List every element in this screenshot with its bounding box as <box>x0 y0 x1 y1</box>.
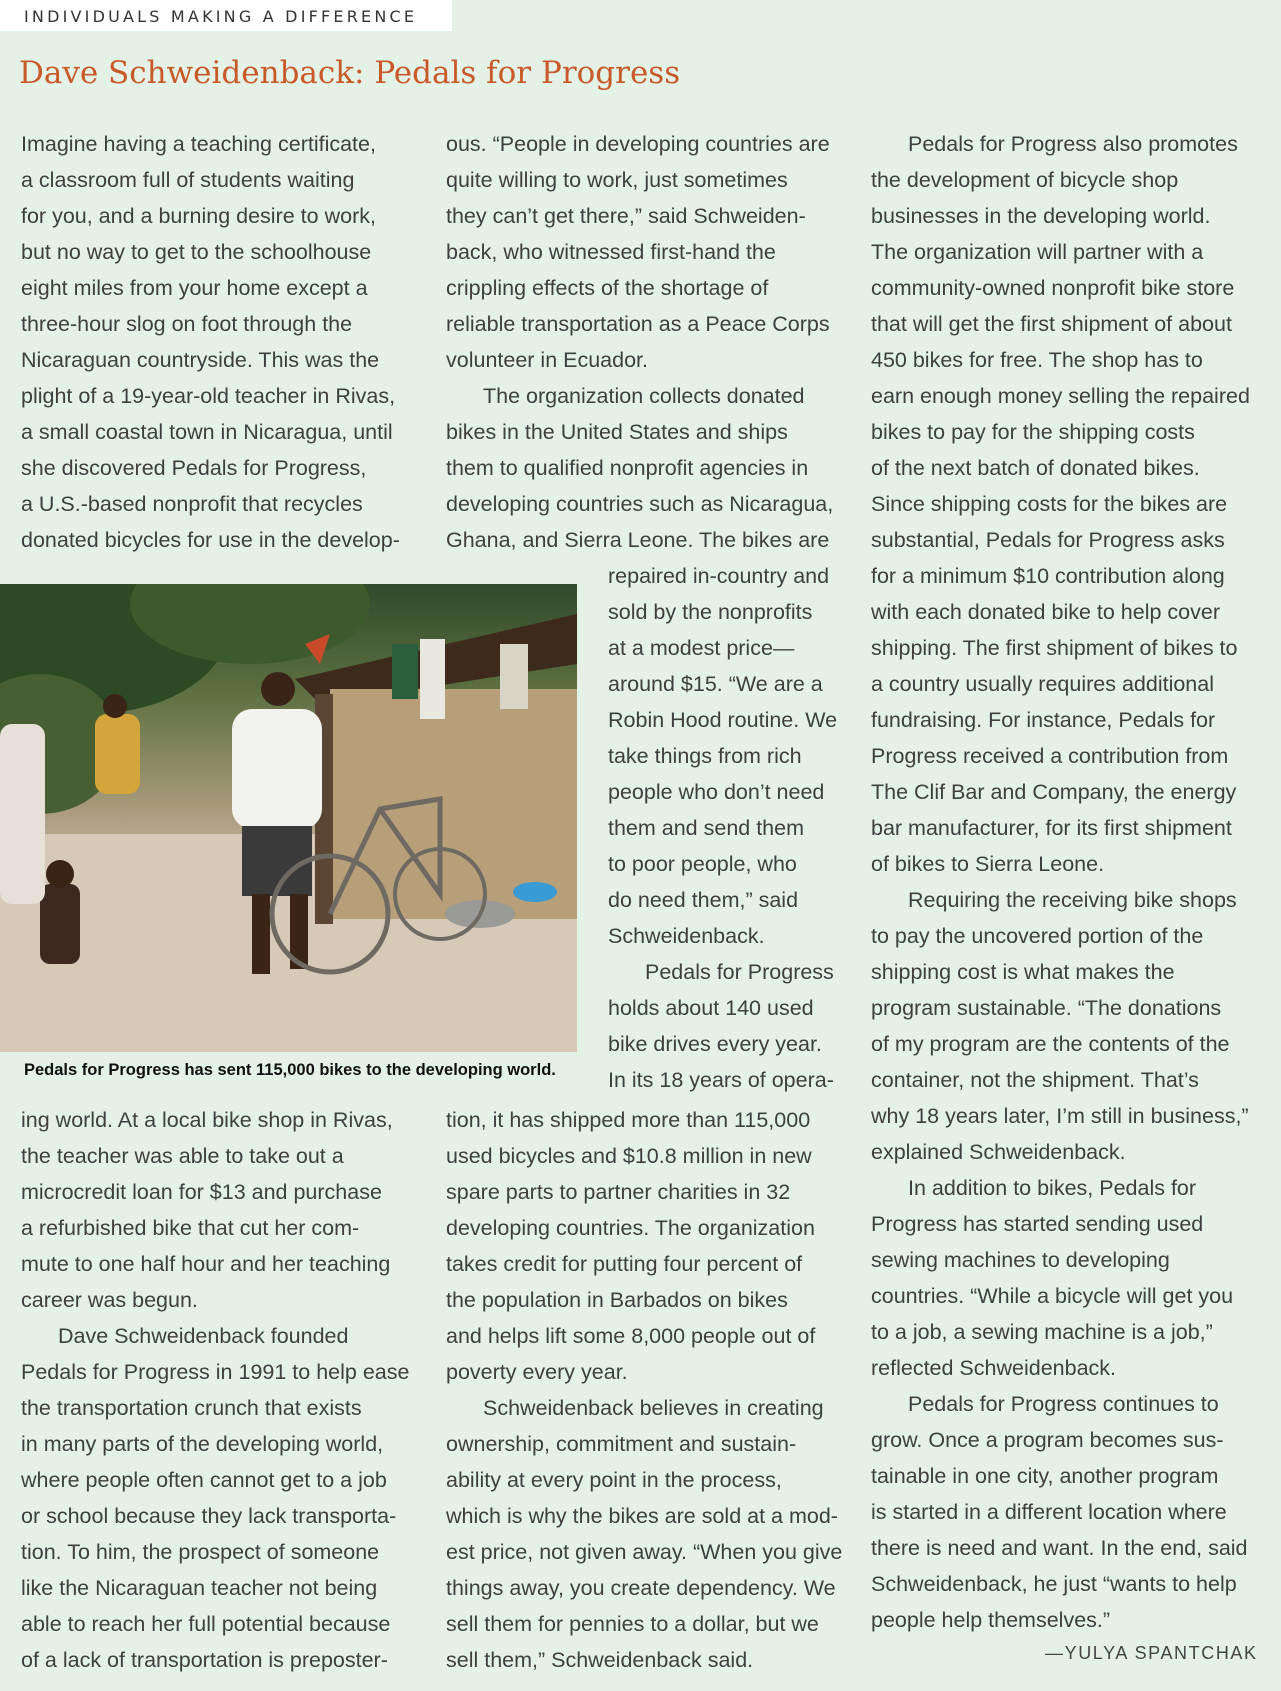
text-line: the population in Barbados on bikes <box>446 1288 788 1312</box>
text-line: bike drives every year. <box>608 1032 822 1056</box>
text-line: est price, not given away. “When you give <box>446 1540 843 1564</box>
text-line: sell them for pennies to a dollar, but we <box>446 1612 819 1636</box>
text-line: quite willing to work, just sometimes <box>446 168 788 192</box>
text-line: community-owned nonprofit bike store <box>871 276 1235 300</box>
text-line: program sustainable. “The donations <box>871 996 1222 1020</box>
text-line: people help themselves.” <box>871 1608 1111 1632</box>
text-line: businesses in the developing world. <box>871 204 1211 228</box>
text-line: things away, you create dependency. We <box>446 1576 836 1600</box>
text-line: In its 18 years of opera- <box>608 1068 834 1092</box>
text-line: of the next batch of donated bikes. <box>871 456 1200 480</box>
text-line: developing countries such as Nicaragua, <box>446 492 834 516</box>
text-line: eight miles from your home except a <box>21 276 368 300</box>
text-line: The organization will partner with a <box>871 240 1204 264</box>
text-line: Ghana, and Sierra Leone. The bikes are <box>446 528 830 552</box>
text-line: at a modest price— <box>608 636 795 660</box>
column-2-top <box>446 126 833 558</box>
text-line: career was begun. <box>21 1288 198 1312</box>
text-line: The organization collects donated <box>483 384 805 408</box>
text-line: to poor people, who <box>608 852 797 876</box>
author-byline: —YULYA SPANTCHAK <box>1045 1643 1258 1663</box>
article-headline: Dave Schweidenback: Pedals for Progress <box>19 55 681 91</box>
text-line: ownership, commitment and sustain- <box>446 1432 797 1456</box>
text-line: the teacher was able to take out a <box>21 1144 344 1168</box>
text-line: bikes in the United States and ships <box>446 420 788 444</box>
text-line: grow. Once a program becomes sus- <box>871 1428 1224 1452</box>
text-line: with each donated bike to help cover <box>871 600 1221 624</box>
text-line: The Clif Bar and Company, the energy <box>871 780 1237 804</box>
text-line: a small coastal town in Nicaragua, until <box>21 420 393 444</box>
text-line: Progress received a contribution from <box>871 744 1229 768</box>
text-line: a refurbished bike that cut her com- <box>21 1216 360 1240</box>
text-line: to a job, a sewing machine is a job,” <box>871 1320 1213 1344</box>
text-line: Dave Schweidenback founded <box>58 1324 349 1348</box>
text-line: she discovered Pedals for Progress, <box>21 456 367 480</box>
text-line: that will get the first shipment of about <box>871 312 1232 336</box>
column-1-top <box>21 126 400 558</box>
column-1-bottom <box>21 1102 409 1678</box>
text-line: to pay the uncovered portion of the <box>871 924 1204 948</box>
text-line: Pedals for Progress <box>645 960 834 984</box>
text-line: Schweidenback believes in creating <box>483 1396 824 1420</box>
text-line: sell them,” Schweidenback said. <box>446 1648 754 1672</box>
text-line: three-hour slog on foot through the <box>21 312 353 336</box>
text-line: back, who witnessed first-hand the <box>446 240 776 264</box>
text-line: Progress has started sending used <box>871 1212 1204 1236</box>
text-line: Pedals for Progress continues to <box>908 1392 1219 1416</box>
text-line: the transportation crunch that exists <box>21 1396 362 1420</box>
text-line: a U.S.-based nonprofit that recycles <box>21 492 363 516</box>
text-line: Pedals for Progress also promotes <box>908 132 1238 156</box>
text-line: where people often cannot get to a job <box>21 1468 387 1492</box>
photo-illustration <box>0 584 577 1052</box>
text-line: the development of bicycle shop <box>871 168 1179 192</box>
section-tag: INDIVIDUALS MAKING A DIFFERENCE <box>0 0 452 31</box>
text-line: why 18 years later, I’m still in business,” <box>871 1104 1249 1128</box>
article-photo <box>0 584 577 1052</box>
text-line: plight of a 19-year-old teacher in Rivas, <box>21 384 396 408</box>
text-line: poverty every year. <box>446 1360 628 1384</box>
text-line: shipping cost is what makes the <box>871 960 1175 984</box>
text-line: of a lack of transportation is preposter- <box>21 1648 388 1672</box>
text-line: substantial, Pedals for Progress asks <box>871 528 1225 552</box>
text-line: Requiring the receiving bike shops <box>908 888 1237 912</box>
text-line: or school because they lack transporta- <box>21 1504 397 1528</box>
text-line: Pedals for Progress in 1991 to help ease <box>21 1360 410 1384</box>
text-line: 450 bikes for free. The shop has to <box>871 348 1203 372</box>
text-line: but no way to get to the schoolhouse <box>21 240 372 264</box>
text-line: around $15. “We are a <box>608 672 823 696</box>
text-line: ability at every point in the process, <box>446 1468 782 1492</box>
text-line: Schweidenback. <box>608 924 765 948</box>
text-line: of bikes to Sierra Leone. <box>871 852 1105 876</box>
text-line: spare parts to partner charities in 32 <box>446 1180 791 1204</box>
text-line: for you, and a burning desire to work, <box>21 204 376 228</box>
text-line: Schweidenback, he just “wants to help <box>871 1572 1237 1596</box>
text-line: which is why the bikes are sold at a mod- <box>446 1504 838 1528</box>
text-line: sold by the nonprofits <box>608 600 813 624</box>
text-line: used bicycles and $10.8 million in new <box>446 1144 812 1168</box>
text-line: Nicaraguan countryside. This was the <box>21 348 380 372</box>
text-line: reflected Schweidenback. <box>871 1356 1117 1380</box>
text-line: able to reach her full potential because <box>21 1612 391 1636</box>
text-line: bar manufacturer, for its first shipment <box>871 816 1232 840</box>
text-line: container, not the shipment. That’s <box>871 1068 1199 1092</box>
text-line: Imagine having a teaching certificate, <box>21 132 376 156</box>
column-2-narrow <box>608 558 837 1098</box>
text-line: of my program are the contents of the <box>871 1032 1230 1056</box>
text-line: and helps lift some 8,000 people out of <box>446 1324 816 1348</box>
text-line: mute to one half hour and her teaching <box>21 1252 391 1276</box>
text-line: Since shipping costs for the bikes are <box>871 492 1228 516</box>
text-line: developing countries. The organization <box>446 1216 815 1240</box>
text-line: takes credit for putting four percent of <box>446 1252 803 1276</box>
text-line: holds about 140 used <box>608 996 814 1020</box>
text-line: microcredit loan for $13 and purchase <box>21 1180 382 1204</box>
text-line: repaired in-country and <box>608 564 830 588</box>
text-line: a country usually requires additional <box>871 672 1215 696</box>
text-line: them and send them <box>608 816 805 840</box>
text-line: countries. “While a bicycle will get you <box>871 1284 1234 1308</box>
text-line: take things from rich <box>608 744 802 768</box>
text-line: reliable transportation as a Peace Corps <box>446 312 830 336</box>
text-line: ing world. At a local bike shop in Rivas, <box>21 1108 393 1132</box>
text-line: for a minimum $10 contribution along <box>871 564 1225 588</box>
text-line: crippling effects of the shortage of <box>446 276 769 300</box>
text-line: like the Nicaraguan teacher not being <box>21 1576 378 1600</box>
text-line: tion, it has shipped more than 115,000 <box>446 1108 811 1132</box>
text-line: sewing machines to developing <box>871 1248 1170 1272</box>
column-2-bottom <box>446 1102 842 1678</box>
text-line: explained Schweidenback. <box>871 1140 1126 1164</box>
text-line: is started in a different location where <box>871 1500 1227 1524</box>
text-line: In addition to bikes, Pedals for <box>908 1176 1197 1200</box>
text-line: bikes to pay for the shipping costs <box>871 420 1195 444</box>
text-line: people who don’t need <box>608 780 825 804</box>
text-line: volunteer in Ecuador. <box>446 348 648 372</box>
text-line: donated bicycles for use in the develop- <box>21 528 400 552</box>
text-line: a classroom full of students waiting <box>21 168 355 192</box>
text-line: earn enough money selling the repaired <box>871 384 1250 408</box>
text-line: in many parts of the developing world, <box>21 1432 384 1456</box>
text-line: them to qualified nonprofit agencies in <box>446 456 809 480</box>
text-line: tion. To him, the prospect of someone <box>21 1540 380 1564</box>
text-line: they can’t get there,” said Schweiden- <box>446 204 806 228</box>
text-line: fundraising. For instance, Pedals for <box>871 708 1216 732</box>
photo-caption: Pedals for Progress has sent 115,000 bikes to the developing world. <box>24 1061 556 1079</box>
text-line: shipping. The first shipment of bikes to <box>871 636 1238 660</box>
text-line: there is need and want. In the end, said <box>871 1536 1248 1560</box>
column-3 <box>871 126 1250 1638</box>
text-line: tainable in one city, another program <box>871 1464 1219 1488</box>
text-line: do need them,” said <box>608 888 799 912</box>
text-line: Robin Hood routine. We <box>608 708 838 732</box>
text-line: ous. “People in developing countries are <box>446 132 830 156</box>
